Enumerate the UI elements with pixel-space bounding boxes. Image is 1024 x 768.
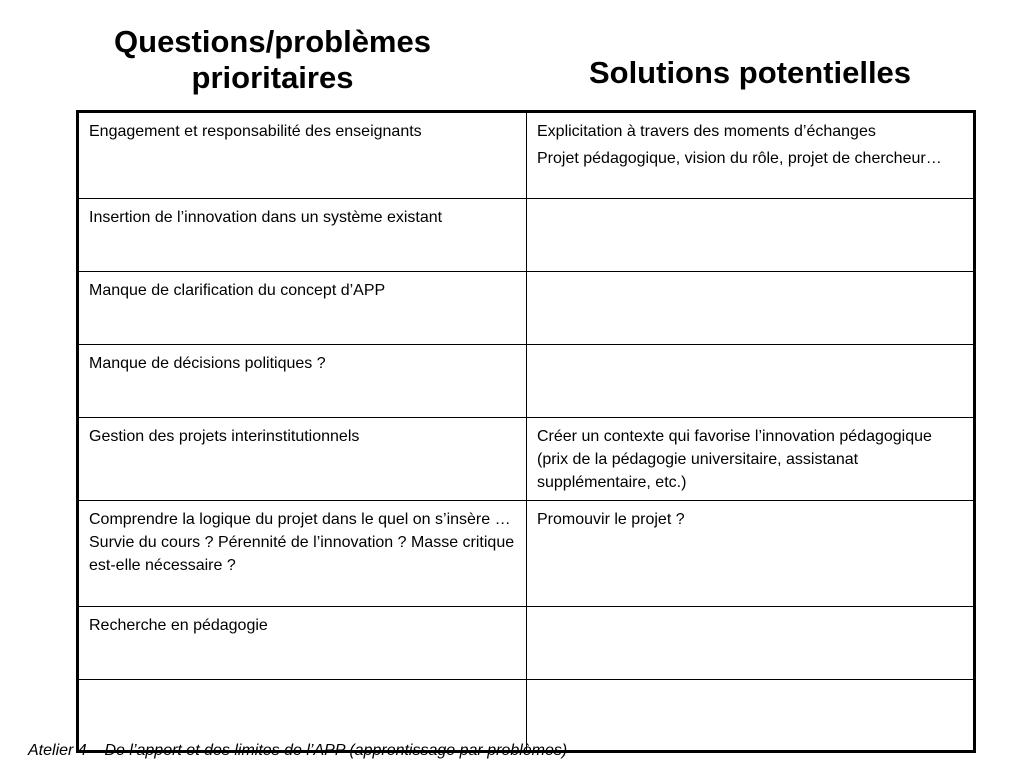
- question-cell: [78, 418, 527, 501]
- table-row: [78, 112, 975, 199]
- questions-heading: Questions/problèmes prioritaires: [114, 24, 431, 95]
- table-row: [78, 418, 975, 501]
- question-cell: [78, 501, 527, 607]
- solution-cell: [527, 345, 975, 418]
- question-cell: [78, 607, 527, 680]
- question-text: Engagement et responsabilité des enseignants: [89, 123, 422, 140]
- question-text: Insertion de l’innovation dans un système existant: [89, 209, 443, 226]
- solution-text: Explicitation à travers des moments d’échanges: [537, 123, 876, 140]
- solution-text: Promouvir le projet ?: [537, 511, 685, 528]
- solution-cell: [527, 112, 975, 199]
- table-row: [78, 345, 975, 418]
- table-row: [78, 272, 975, 345]
- table-row: [78, 501, 975, 607]
- question-text: Manque de décisions politiques ?: [89, 355, 326, 372]
- questions-solutions-table: [76, 110, 976, 753]
- table-row: [78, 607, 975, 680]
- question-cell: [78, 199, 527, 272]
- solution-text: Créer un contexte qui favorise l’innovation pédagogique (prix de la pédagogie universitaire, assistanat supplémentaire, etc.): [537, 428, 932, 491]
- question-text: Recherche en pédagogie: [89, 617, 268, 634]
- question-text: Manque de clarification du concept d’APP: [89, 282, 386, 299]
- solution-cell: [527, 607, 975, 680]
- footer-caption: Atelier 4 – De l’apport et des limites de l’APP (apprentissage par problèmes): [28, 742, 568, 759]
- solutions-heading: Solutions potentielles: [588, 55, 912, 90]
- question-text: Gestion des projets interinstitutionnels: [89, 428, 360, 445]
- solution-cell: [527, 199, 975, 272]
- solution-cell: [527, 501, 975, 607]
- question-cell: [78, 345, 527, 418]
- question-cell: [78, 272, 527, 345]
- question-cell: [78, 112, 527, 199]
- question-text: Comprendre la logique du projet dans le quel on s’insère … Survie du cours ? Pérennité de l’innovation ? Masse critique est-elle nécessaire ?: [89, 511, 515, 574]
- solution-cell: [527, 418, 975, 501]
- solution-cell: [527, 272, 975, 345]
- table-row: [78, 199, 975, 272]
- solution-text: Projet pédagogique, vision du rôle, projet de chercheur…: [537, 150, 942, 167]
